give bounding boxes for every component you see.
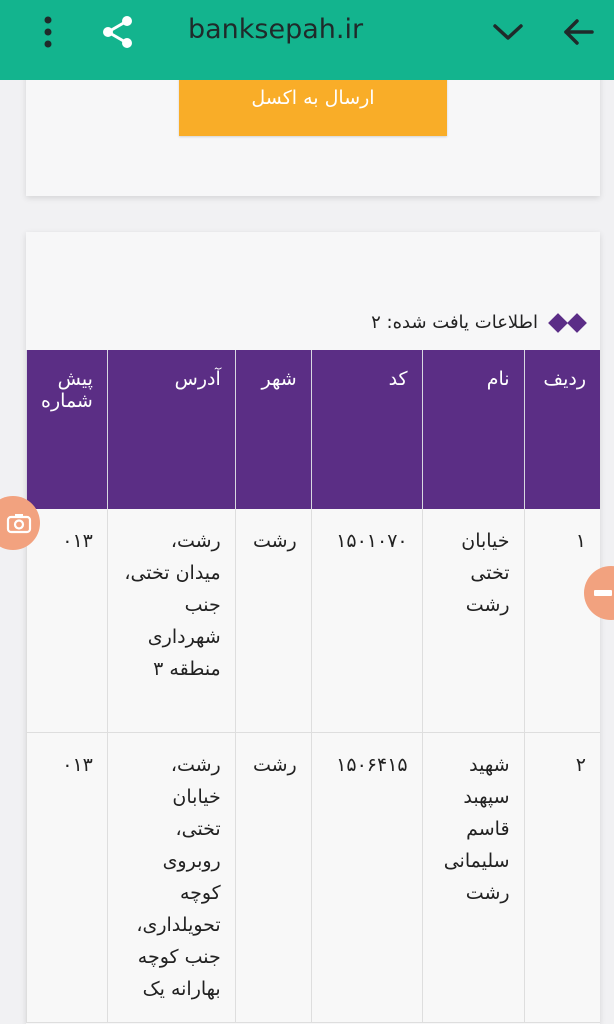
cell-prefix: ۰۱۳ (27, 732, 108, 1022)
column-header: کد (311, 350, 422, 509)
results-count-label: اطلاعات یافت شده: ۲ (371, 312, 538, 333)
cell-city: رشت (235, 732, 311, 1022)
cell-code: ۱۵۰۱۰۷۰ (311, 509, 422, 732)
diamond-bullet-icon (546, 316, 584, 330)
cell-city: رشت (235, 509, 311, 732)
column-header: نام (422, 350, 524, 509)
chevron-down-icon[interactable] (488, 12, 528, 52)
browser-toolbar (0, 0, 614, 80)
results-card (26, 232, 600, 1024)
url-text[interactable]: banksepah.ir (188, 14, 364, 45)
cell-index: ۱ (524, 509, 600, 732)
cell-code: ۱۵۰۶۴۱۵ (311, 732, 422, 1022)
column-header: پیش شماره (27, 350, 108, 509)
cell-name: شهید سپهبد قاسم سلیمانی رشت (422, 732, 524, 1022)
column-header: ردیف (524, 350, 600, 509)
share-icon[interactable] (98, 12, 138, 52)
column-header: شهر (235, 350, 311, 509)
table-row (27, 732, 601, 1022)
send-to-excel-button[interactable]: ارسال به اکسل (179, 72, 447, 136)
cell-name: خیابان تختی رشت (422, 509, 524, 732)
back-arrow-icon[interactable] (558, 12, 598, 52)
cell-index: ۲ (524, 732, 600, 1022)
branches-table (26, 350, 600, 1023)
cell-prefix: ۰۱۳ (27, 509, 108, 732)
cell-address: رشت، خیابان تختی، روبروی کوچه تحویلداری، جنب کوچه بهارانه یک (107, 732, 235, 1022)
table-row (27, 509, 601, 732)
table-header-row (27, 350, 601, 509)
column-header: آدرس (107, 350, 235, 509)
cell-address: رشت، میدان تختی، جنب شهرداری منطقه ۳ (107, 509, 235, 732)
results-count (371, 312, 584, 333)
menu-dots-icon[interactable] (28, 12, 68, 52)
